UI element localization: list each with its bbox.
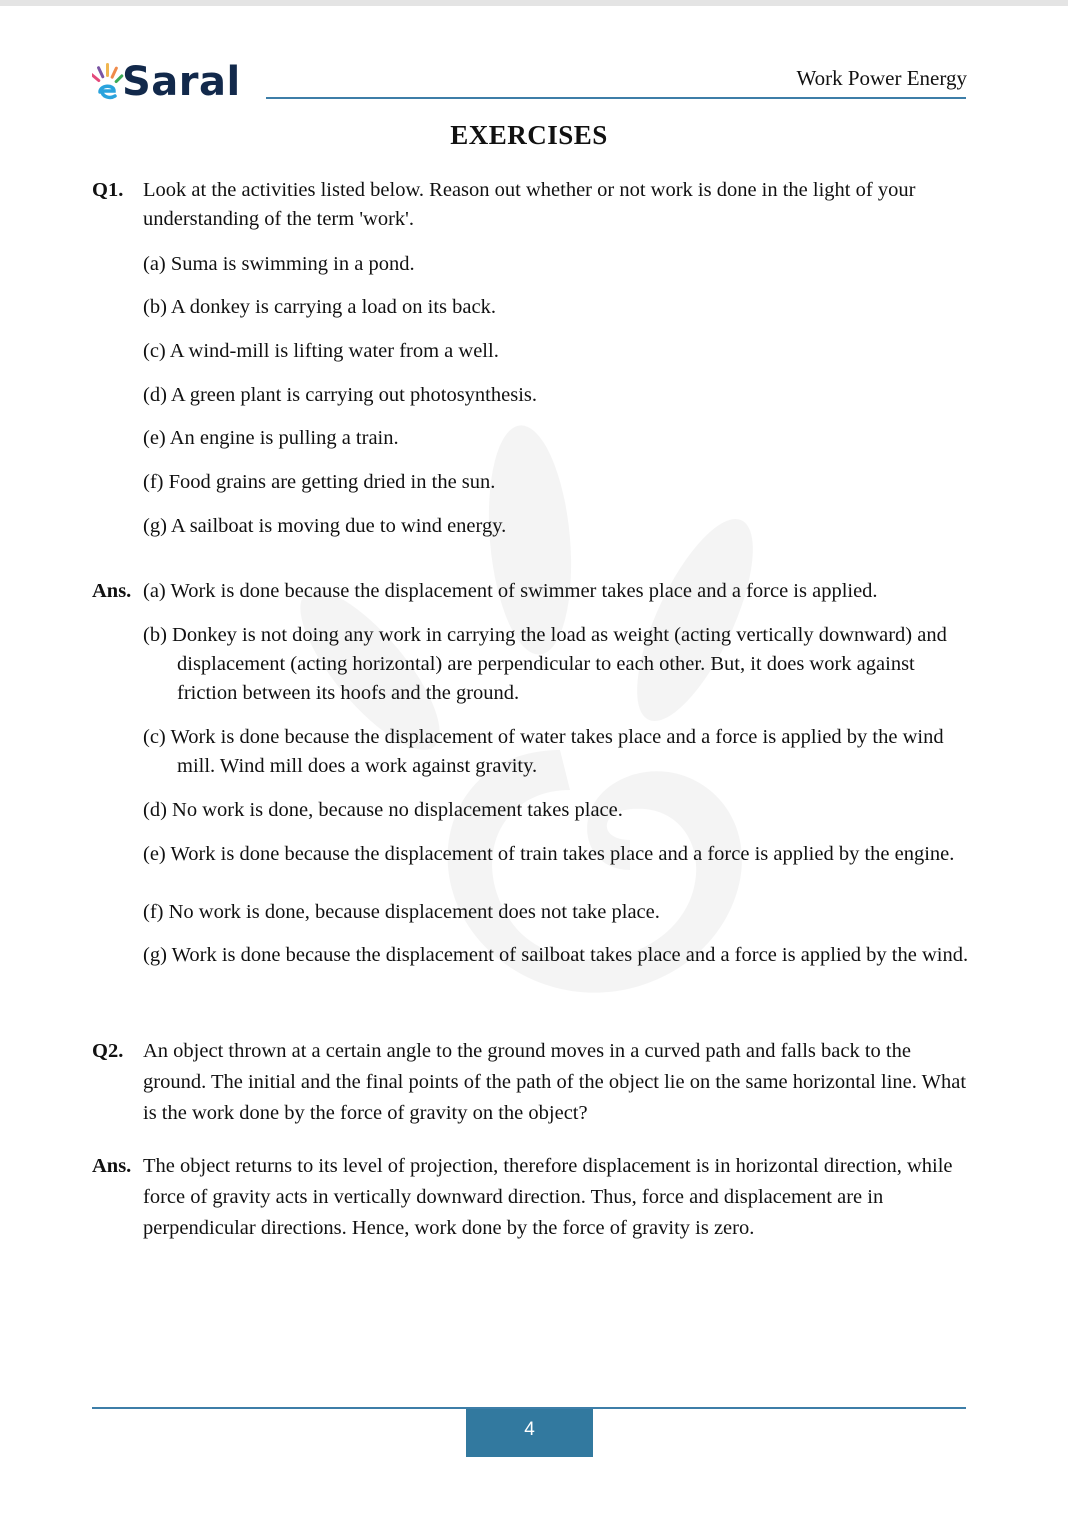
answer-text: The object returns to its level of projection, therefore displacement is in horizontal direction, while force of gravity acts in vertically downward direction. Thus, force and displacement are in perpendicular directions. Hence, work done by the force of gravity is zero. <box>143 1155 953 1239</box>
answer-item: (f) No work is done, because displacement does not take place. <box>143 901 660 923</box>
question-text: An object thrown at a certain angle to the ground moves in a curved path and falls back to the ground. The initial and the final points of the path of the object lie on the same horizontal line. What is the work done by the force of gravity on the object? <box>143 1040 967 1124</box>
question-item: (d) A green plant is carrying out photosynthesis. <box>143 384 537 406</box>
question-item: (e) An engine is pulling a train. <box>143 427 399 449</box>
question-item: (g) A sailboat is moving due to wind energy. <box>143 515 507 537</box>
question-item: (b) A donkey is carrying a load on its back. <box>143 296 496 318</box>
question-item: (c) A wind-mill is lifting water from a well. <box>143 340 499 362</box>
esaral-logo <box>92 56 241 105</box>
answer-item: (g) Work is done because the displacement of sailboat takes place and a force is applied by the wind. <box>143 944 969 966</box>
question-2 <box>92 1036 968 1129</box>
viewer-top-bar <box>0 0 1068 6</box>
page-number-badge: 4 <box>466 1409 593 1457</box>
answer-item: (d) No work is done, because no displacement takes place. <box>143 799 623 821</box>
question-label: Q1. <box>92 179 124 201</box>
question-1 <box>92 176 968 234</box>
question-item: (f) Food grains are getting dried in the sun. <box>143 471 496 493</box>
answer-item: (b) Donkey is not doing any work in carrying the load as weight (acting vertically downward) and displacement (acting horizontal) are perpendicular to each other. But, it does work against friction between its hoofs and the ground. <box>143 624 947 704</box>
chapter-title: Work Power Energy <box>796 66 967 90</box>
logo-wordmark: Saral <box>122 59 241 105</box>
answer-item: (a) Work is done because the displacement of swimmer takes place and a force is applied. <box>143 580 878 602</box>
answer-item: (c) Work is done because the displacement of water takes place and a force is applied by the wind mill. Wind mill does a work against gravity. <box>143 726 944 777</box>
answer-2 <box>92 1151 968 1244</box>
question-item: (a) Suma is swimming in a pond. <box>143 253 415 275</box>
header-divider <box>266 97 966 99</box>
answer-label: Ans. <box>92 580 132 602</box>
question-text: Look at the activities listed below. Reason out whether or not work is done in the light of your understanding of the term 'work'. <box>143 179 916 230</box>
hand-logo-icon <box>92 62 126 102</box>
question-label: Q2. <box>92 1040 124 1062</box>
page-title: EXERCISES <box>450 120 608 150</box>
answer-label: Ans. <box>92 1155 132 1177</box>
answer-item: (e) Work is done because the displacement of train takes place and a force is applied by the engine. <box>143 843 955 865</box>
